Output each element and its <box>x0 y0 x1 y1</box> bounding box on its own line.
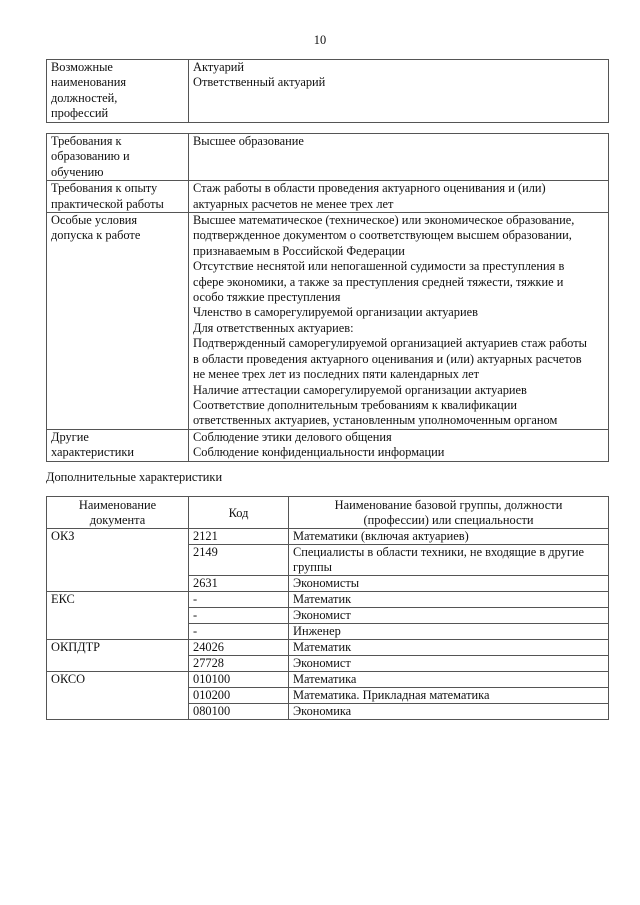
value-line: Ответственный актуарий <box>193 75 326 90</box>
occupation-name-cell <box>289 608 609 624</box>
header-line: (профессии) или специальности <box>363 513 534 527</box>
code-cell: 010200 <box>189 688 289 704</box>
occupation-name-cell <box>289 704 609 720</box>
label-line: Требования к опыту <box>51 181 158 196</box>
name-line: группы <box>293 560 332 574</box>
value-line: сфере экономики, а также за преступления средней тяжести, тяжкие и <box>193 274 564 289</box>
occupation-name-cell <box>289 624 609 640</box>
value-line: Актуарий <box>193 60 245 74</box>
value-line: Высшее математическое (техническое) или экономическое образование, <box>193 213 575 228</box>
occupation-name-cell <box>289 672 609 688</box>
header-line: Наименование базовой группы, должности <box>334 498 563 512</box>
name-line: Экономист <box>293 656 351 670</box>
label-line: Особые условия <box>51 213 138 228</box>
row-value <box>189 181 609 213</box>
value-line: подтвержденное документом о соответствующем высшем образовании, <box>193 228 572 243</box>
row-value <box>189 429 609 461</box>
header-line: Наименование <box>78 498 157 512</box>
row-label <box>47 60 189 123</box>
label-line: практической работы <box>51 196 164 211</box>
document-name-cell: ОКЗ <box>47 529 189 592</box>
document-name-cell: ОКПДТР <box>47 640 189 672</box>
table-row <box>47 529 609 545</box>
value-line: Подтвержденный саморегулируемой организацией актуариев стаж работы <box>193 336 587 351</box>
value-line: не менее трех лет из последних пяти календарных лет <box>193 367 480 382</box>
value-line: особо тяжкие преступления <box>193 290 341 305</box>
occupation-name-cell <box>289 656 609 672</box>
label-line: профессий <box>51 106 109 121</box>
table-row <box>47 213 609 430</box>
table-row <box>47 181 609 213</box>
name-line: Математика <box>293 672 357 686</box>
job-titles-table <box>46 59 609 123</box>
value-line: Стаж работы в области проведения актуарного оценивания и (или) <box>193 181 546 196</box>
value-line: актуарных расчетов не менее трех лет <box>193 196 394 211</box>
code-cell: 080100 <box>189 704 289 720</box>
requirements-table <box>46 133 609 462</box>
value-line: признаваемым в Российской Федерации <box>193 243 405 258</box>
name-line: Математика. Прикладная математика <box>293 688 490 702</box>
label-line: Другие <box>51 429 89 444</box>
name-line: Экономист <box>293 608 351 622</box>
header-code: Код <box>189 497 289 529</box>
value-line: в области проведения актуарного оценивания и (или) актуарных расчетов <box>193 351 582 366</box>
code-cell: - <box>189 592 289 608</box>
table-row <box>47 60 609 123</box>
occupation-name-cell <box>289 640 609 656</box>
header-document <box>47 497 189 529</box>
code-cell: 2631 <box>189 576 289 592</box>
row-label <box>47 181 189 213</box>
code-cell: 2121 <box>189 529 289 545</box>
label-line: обучению <box>51 164 104 179</box>
value-line: Членство в саморегулируемой организации актуариев <box>193 305 478 320</box>
value-line: Наличие аттестации саморегулируемой организации актуариев <box>193 382 527 397</box>
name-line: Специалисты в области техники, не входящие в другие <box>293 545 585 559</box>
label-line: характеристики <box>51 445 135 460</box>
label-line: наименования <box>51 75 127 90</box>
occupation-name-cell <box>289 688 609 704</box>
occupation-name-cell <box>289 592 609 608</box>
document-name-cell: ОКСО <box>47 672 189 720</box>
name-line: Экономика <box>293 704 352 718</box>
occupation-name-cell <box>289 576 609 592</box>
code-cell: 2149 <box>189 545 289 576</box>
name-line: Математик <box>293 592 352 606</box>
header-name <box>289 497 609 529</box>
value-line: Соблюдение этики делового общения <box>193 429 392 444</box>
occupation-name-cell <box>289 529 609 545</box>
section-subtitle: Дополнительные характеристики <box>46 470 223 484</box>
table-row <box>47 592 609 608</box>
label-line: допуска к работе <box>51 228 141 243</box>
row-label <box>47 134 189 181</box>
name-line: Инженер <box>293 624 341 638</box>
value-line: Высшее образование <box>193 134 304 148</box>
name-line: Математик <box>293 640 352 654</box>
label-line: образованию и <box>51 149 130 164</box>
row-value <box>189 60 609 123</box>
name-line: Математики (включая актуариев) <box>293 529 469 543</box>
value-line: Для ответственных актуариев: <box>193 320 354 335</box>
table-header-row <box>47 497 609 529</box>
table-row <box>47 672 609 688</box>
value-line: Отсутствие неснятой или непогашенной судимости за преступления в <box>193 259 565 274</box>
name-line: Экономисты <box>293 576 360 590</box>
table-row <box>47 429 609 461</box>
code-cell: 24026 <box>189 640 289 656</box>
value-line: Соблюдение конфиденциальности информации <box>193 445 445 460</box>
code-cell: - <box>189 608 289 624</box>
label-line: должностей, <box>51 90 118 105</box>
code-cell: 010100 <box>189 672 289 688</box>
table-row <box>47 134 609 181</box>
code-cell: 27728 <box>189 656 289 672</box>
row-value <box>189 213 609 430</box>
row-label <box>47 213 189 430</box>
occupation-name-cell <box>289 545 609 576</box>
table-row <box>47 640 609 656</box>
label-line: Возможные <box>51 60 113 74</box>
row-value <box>189 134 609 181</box>
document-name-cell: ЕКС <box>47 592 189 640</box>
value-line: ответственных актуариев, установленным уполномоченным органом <box>193 413 558 428</box>
page-number: 10 <box>313 33 327 47</box>
label-line: Требования к <box>51 134 122 148</box>
header-line: документа <box>89 513 146 527</box>
code-cell: - <box>189 624 289 640</box>
value-line: Соответствие дополнительным требованиям к квалификации <box>193 397 517 412</box>
additional-characteristics-table <box>46 496 609 720</box>
row-label <box>47 429 189 461</box>
